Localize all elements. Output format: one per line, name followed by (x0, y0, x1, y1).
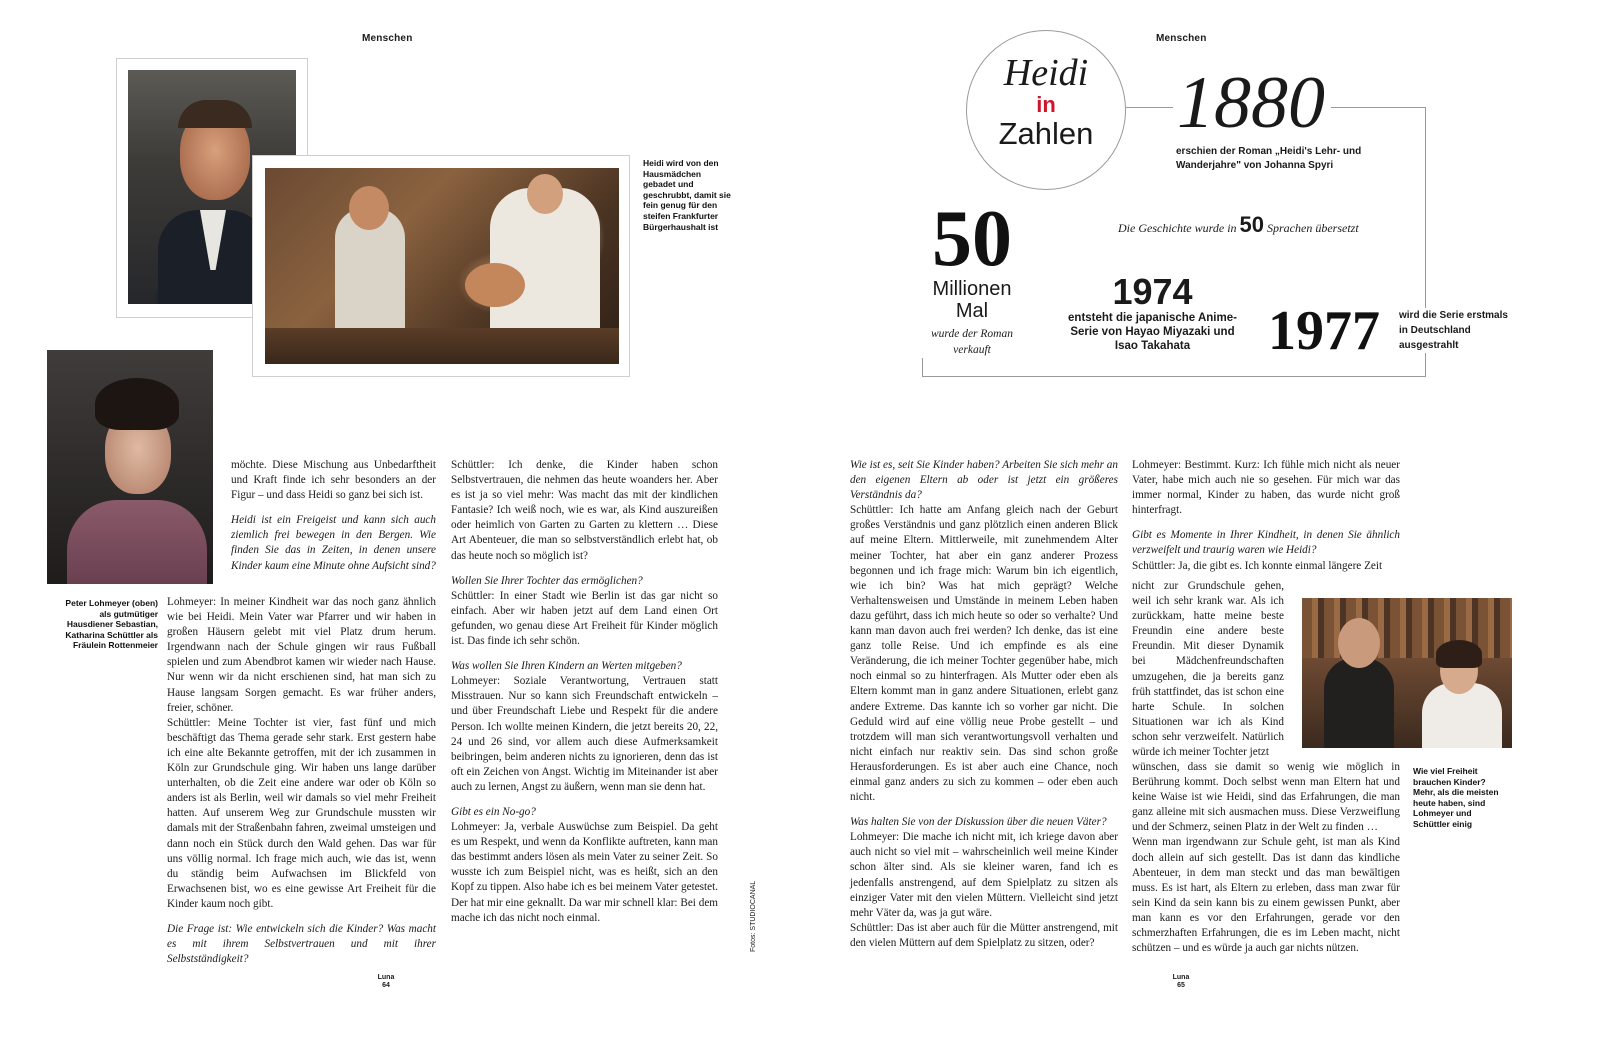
photo-credit: Fotos: STUDIOCANAL (750, 880, 757, 952)
caption-bath: Heidi wird von den Hausmädchen gebadet und geschrubbt, damit sie fein genug für den steifen Frankfurter Bürgerhaushalt ist (643, 158, 731, 232)
answer-vaeter: Lohmeyer: Die mache ich nicht mit, ich kriege davon aber auch nicht so viel mit – wahrscheinlich weil meine Kinder schon älter sind. Als sie kleiner waren, fand ich es jedenfalls anstrengend, auf dem Spielplatz zu sitzen als einziger Vater mit den vielen Müttern. Vielleicht sind jetzt mehr Väter da, was ja gut wäre. (850, 831, 1118, 919)
photo-interview (1302, 598, 1512, 748)
answer-ja-wrap: nicht zur Grundschule gehen, weil ich sehr krank war. Als ich zurückkam, hatte meine beste Freundin eine andere beste Freundin. Mit dieser Dynamik bei Mädchenfreundschaften umzugehen, die ja bereits ganz früh stattfindet, das ist schon eine harte Schule. In solchen Situationen war ich als Kind schon sehr verzweifelt. Natürlich würde ich meiner Tochter jetzt (1132, 580, 1284, 759)
fact-1974-year: 1974 (1112, 271, 1193, 312)
infobox-title-zahlen: Zahlen (998, 116, 1094, 151)
question-tochter: Wollen Sie Ihrer Tochter das ermöglichen? (451, 574, 643, 587)
fact-sold-unit: Millionen Mal (932, 278, 1012, 322)
infobox-title-in: in (1036, 92, 1056, 117)
caption-actors: Peter Lohmeyer (oben) als gutmütiger Hausdiener Sebastian, Katharina Schüttler als Fräulein Rottenmeier (65, 598, 158, 651)
caption-interview: Wie viel Freiheit brauchen Kinder? Mehr, als die meisten heute haben, sind Lohmeyer und Schüttler einig (1413, 766, 1499, 829)
photo-schuettler (47, 350, 213, 584)
fact-1880-text: erschien der Roman „Heidi's Lehr- und Wanderjahre" von Johanna Spyri (1176, 146, 1362, 171)
question-eltern: Wie ist es, seit Sie Kinder haben? Arbeiten Sie sich mehr an den eigenen Eltern ab oder ist jetzt ein größeres Verständnis da? (850, 459, 1118, 502)
question-werte: Was wollen Sie Ihren Kindern an Werten mitgeben? (451, 660, 682, 673)
right-column-3 (850, 458, 1118, 951)
fact-sold-text: wurde der Roman verkauft (931, 328, 1013, 356)
answer-muetter: Schüttler: Das ist aber auch für die Mütter anstrengend, mit den vielen Müttern auf dem Spielplatz zu sitzen, oder? (850, 921, 1118, 949)
fact-1880-year: 1880 (1173, 66, 1331, 140)
fact-1974 (1060, 273, 1245, 353)
fact-translated-post: Sprachen übersetzt (1267, 221, 1359, 235)
fact-translated (1118, 212, 1359, 238)
left-column-1 (167, 595, 436, 967)
fact-1974-text: entsteht die japanische Anime-Serie von Hayao Miyazaki und Isao Takahata (1068, 312, 1237, 352)
question-verzweifelt: Gibt es Momente in Ihrer Kindheit, in denen Sie ähnlich verzweifelt und traurig waren wie Heidi? (1132, 529, 1400, 557)
footer-right (1161, 974, 1201, 990)
footer-magazine-right: Luna (1172, 974, 1190, 981)
page-number-left: 64 (382, 982, 390, 989)
answer-neuer-vater: Lohmeyer: Bestimmt. Kurz: Ich fühle mich nicht als neuer Vater, habe mich auch nie so gesehen. Für mich war das immer normal, Kinder zu haben, das wurde nicht groß hinterfragt. (1132, 459, 1400, 517)
fact-1977-year: 1977 (1268, 300, 1380, 362)
answer-berlin: Schüttler: In einer Stadt wie Berlin ist das gar nicht so einfach. Aber wir haben jetzt auf dem Land einen Ort gefunden, wo genau diese Art Freiheit für Kinder möglich ist. Das finde ich sehr schön. (451, 589, 718, 648)
answer-schuettler-tochter: Schüttler: Meine Tochter ist vier, fast fünf und mich beschäftigt das Thema gerade sehr stark. Erst gestern habe ich eine alte Bekannte getroffen, mit der ich zusammen in Köln zur Grundschule ging. Wir haben uns lange darüber unterhalten, ob die Zeit eine andere war oder ob Köln so anders ist als Berlin, weil wir damals so viel mehr Freiheit hatten. Auf unserem Weg zur Grundschule mussten wir damals mit der Straßenbahn fahren, zweimal umsteigen und dann noch ein Stück durch den Wald gehen. Das war für uns völlig normal. Ich frage mich auch, wie das ist, wenn du ständig beim Aufwachsen im Blickfeld von Erwachsenen bist, wo es eine gewisse Art Freiheit für die Kinder kaum noch gibt. (167, 716, 436, 910)
fact-sold (912, 195, 1032, 358)
answer-selbstvertrauen: Schüttler: Ich denke, die Kinder haben schon Selbstvertrauen, die nehmen das heute woanders her. Aber es ist ja so viel mehr: Was macht das mit der kindlichen Fantasie? Ich weiß noch, wie es war, als Kind auszureißen oder heimlich von Garten zu Garten zu klettern … Diese Art Abenteuer, die man so selbstverständlich erlebt hat, ob das heute noch so möglich ist? (451, 459, 718, 562)
question-freigeist: Heidi ist ein Freigeist und kann sich auch ziemlich frei bewegen in den Bergen. Wie finden Sie das in Zeiten, in denen unsere Kinder kaum eine Minute ohne Aufsicht sind? (231, 514, 436, 572)
answer-verantwortung: Lohmeyer: Soziale Verantwortung, Vertrauen statt Misstrauen. Nur so kann sich Freundschaft entwickeln – und über Freundschaft Liebe und Respekt für die andere Person. Ich wollte meinen Kindern, die jetzt bereits 20, 22, 24 und 26 sind, vor allem auch diese Aufmerksamkeit beibringen, beim anderen nichts zu ignorieren, denn das ist oft ein Zeichen von Angst. Wichtig im Miteinander ist aber auch zu lernen, Angst zu äußern, wenn man sie denn hat. (451, 675, 718, 793)
footer-magazine-left: Luna (377, 974, 395, 981)
answer-schule: Wenn man irgendwann zur Schule geht, ist man als Kind doch allein auf sich gestellt. Das ist dann das kindliche Abenteuer, in dem man steckt und das man bewältigen muss. Es ist hart, als Eltern zu erleben, dass man zwar für sein Kind da sein kann bis zu einem gewissen Punkt, aber man kann es vor den Erfahrungen, gerade vor den schmerzhaften Erfahrungen, die es im Leben macht, nicht schützen – und es würde ja auch gar nichts nützen. (1132, 836, 1400, 955)
photo-frame-bath (252, 155, 630, 377)
left-column-2 (451, 458, 718, 926)
fact-translated-number: 50 (1239, 212, 1265, 237)
left-column-1-top (231, 458, 436, 574)
answer-ja-rest: wünschen, dass sie damit so wenig wie möglich in Berührung kommt. Doch selbst wenn man Eltern hat und keine Waise ist wie Heidi, sind das Erfahrungen, die man ganz alleine mit sich ausmachen muss. Diese Verzweiflung und der Schmerz, seinen Platz in der Welt zu finden … (1132, 761, 1400, 834)
answer-lohmeyer-kindheit: Lohmeyer: In meiner Kindheit war das noch ganz ähnlich wie bei Heidi. Mein Vater war Pfarrer und wir haben in großen Häusern gelebt mit viel Platz drum herum. Irgendwann nach der Schule gingen wir raus Fußball spielen und zum Abendbrot kamen wir wieder nach Hause. Nur wenn wir da nicht erschienen sind, hat man sich zu Hause langsam Sorgen gemacht. Es war früher anders, freier, schöner. (167, 596, 436, 714)
answer-verstaendnis: Schüttler: Ich hatte am Anfang gleich nach der Geburt großes Verständnis und ganz plötzlich einen anderen Blick auf meine Eltern. Mittlerweile, mit zunehmendem Alter meiner Tochter, hat aber ein ganz anderer Prozess begonnen und ich frage mich: Warum bin ich eigentlich, wie ich bin? Was hat mich geprägt? Welche Verhaltensweisen und Umstände in meinem Leben haben dazu geführt, dass ich mich heute so oder so verhalte? Und kann man davon auch frei werden? Ich denke, das ist eine ganz tolle Reise. Und ich empfinde es als eine Veränderung, die ich meiner Tochter gegenüber habe, mich noch einmal so zu hinterfragen. Als Mutter oder eben als Eltern kommt man in ganz andere Situationen, erlebt ganz andere Extreme. Das kannte ich so vorher gar nicht. Die Geduld wird auf eine völlig neue Probe gestellt – und trotzdem will man sich verantwortungsvoll verhalten und nicht einfach nur reaktiv sein. Das sind schon große Herausforderungen. Es ist aber auch eine Chance, noch einmal ganz anders zu sich zu kommen – oder eben auch nicht. (850, 504, 1118, 804)
fact-sold-number: 50 (932, 195, 1012, 283)
answer-intro: möchte. Diese Mischung aus Unbedarftheit und Kraft finde ich sehr besonders an der Figur – und dass Heidi so ganz bei sich ist. (231, 459, 436, 502)
right-column-4-top (1132, 458, 1400, 574)
question-entwicklung: Die Frage ist: Wie entwickeln sich die Kinder? Was macht es mit ihrem Selbstvertrauen und mit ihrer Selbstständigkeit? (167, 922, 436, 966)
section-label-right: Menschen (1156, 33, 1207, 44)
right-column-4-wrap (1132, 579, 1284, 760)
answer-ja-top: Schüttler: Ja, die gibt es. Ich konnte einmal längere Zeit (1132, 559, 1383, 572)
footer-left (366, 974, 406, 990)
fact-1977-text: wird die Serie erstmals in Deutschland ausgestrahlt (1397, 308, 1519, 353)
infobox-title-heidi: Heidi (1003, 52, 1089, 94)
page-number-right: 65 (1177, 982, 1185, 989)
question-nogo: Gibt es ein No-go? (451, 805, 536, 818)
answer-nogo: Lohmeyer: Ja, verbale Auswüchse zum Beispiel. Da geht es um Respekt, und wenn da Konflikte auftreten, kann man das bestimmt anders lösen als mein Vater zu seiner Zeit. So wusste ich zum Beispiel nicht, was es heißt, sich an den Kopf zu tippen. Also habe ich es bei meinem Vater getestet. Der hat mir eine geknallt. Da war mir schnell klar: Bei dem mache ich das nicht noch einmal. (451, 821, 718, 924)
right-column-4-bottom (1132, 760, 1400, 956)
photo-bath-scene (265, 168, 619, 364)
fact-translated-pre: Die Geschichte wurde in (1118, 221, 1237, 235)
infobox-border-bottom (922, 376, 1426, 377)
question-vaeter: Was halten Sie von der Diskussion über die neuen Väter? (850, 816, 1107, 829)
section-label-left: Menschen (362, 33, 413, 44)
infobox-title-circle (966, 30, 1126, 190)
